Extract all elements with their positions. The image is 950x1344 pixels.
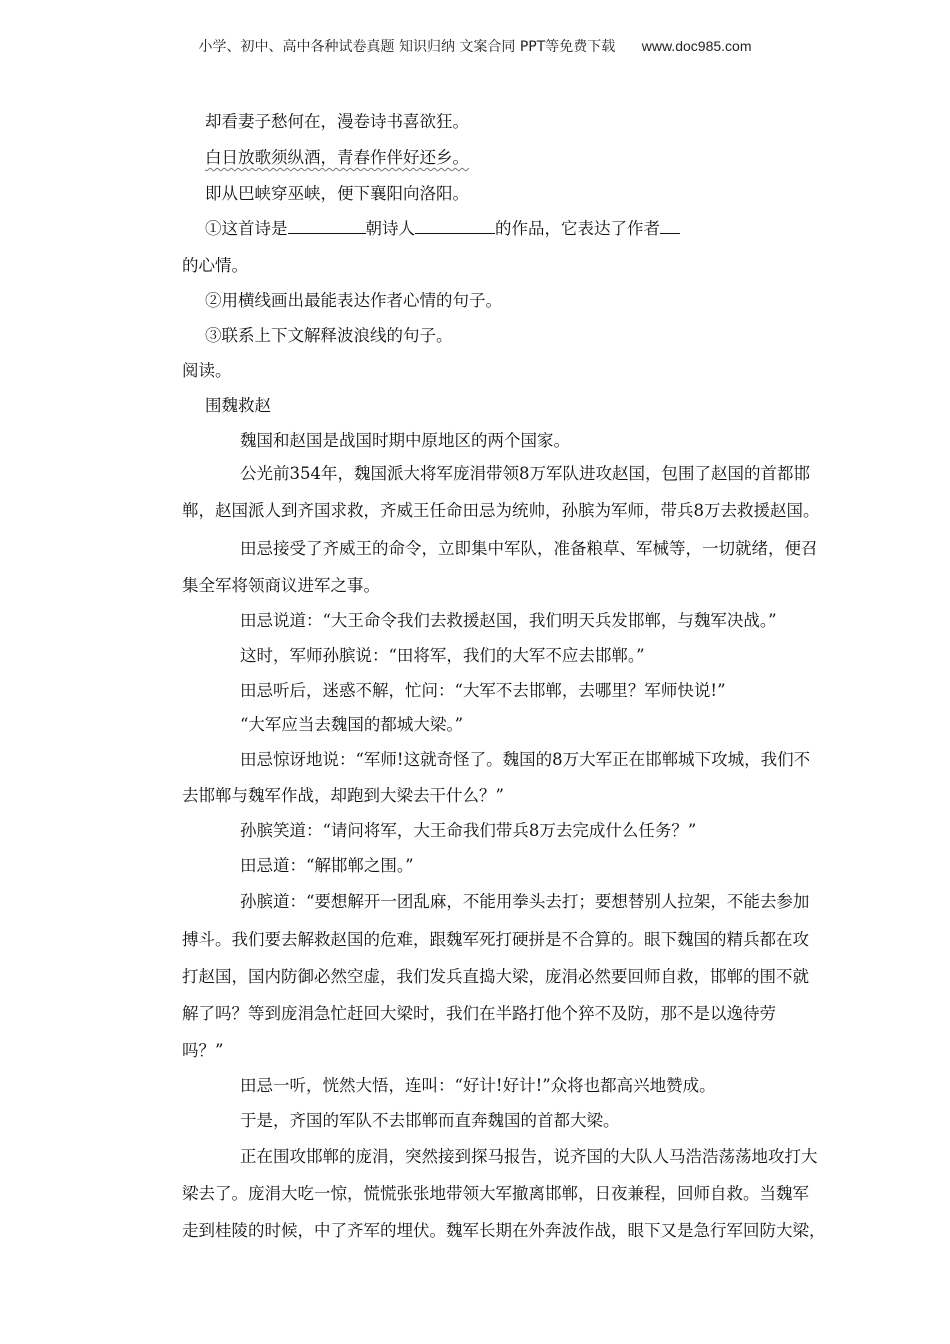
text-line: 郸，赵国派人到齐国求救，齐威王任命田忌为统帅，孙膑为军师，带兵8万去救援赵国。 [182,501,820,520]
text-line: 孙膑道：“要想解开一团乱麻，不能用拳头去打；要想替别人拉架，不能去参加 [240,892,810,911]
text-line: 集全军将领商议进军之事。 [182,576,380,595]
text-line: 解了吗？等到庞涓急忙赶回大梁时，我们在半路打他个猝不及防，那不是以逸待劳 [182,1004,776,1023]
header-url: www.doc985.com [641,38,752,54]
poem-line-1: 却看妻子愁何在，漫卷诗书喜欲狂。 [205,112,469,131]
answer-blank-poet[interactable] [415,219,495,234]
text-line: 田忌听后，迷惑不解，忙问：“大军不去邯郸，去哪里？军师快说!” [240,681,726,700]
text-line: 孙膑笑道：“请问将军，大王命我们带兵8万去完成什么任务？” [240,821,697,840]
text-line: 田忌说道：“大王命令我们去救援赵国，我们明天兵发邯郸，与魏军决战。” [240,611,777,630]
text-line: 于是，齐国的军队不去邯郸而直奔魏国的首都大梁。 [240,1111,620,1130]
poem-line-2 [205,147,469,169]
header-tagline: 小学、初中、高中各种试卷真题 知识归纳 文案合同 PPT等免费下载 [198,39,616,55]
text-line: 吗？” [182,1041,224,1060]
text-line: 魏国和赵国是战国时期中原地区的两个国家。 [240,431,570,450]
text-line: 走到桂陵的时候，中了齐军的埋伏。魏军长期在外奔波作战，眼下又是急行军回防大梁， [182,1221,826,1240]
text-line: “大军应当去魏国的都城大梁。” [240,715,464,734]
page-header [0,36,950,56]
question-1-part-b: 朝诗人 [365,219,415,238]
text-line: 公光前354年，魏国派大将军庞涓带领8万军队进攻赵国，包围了赵国的首都邯 [240,464,810,483]
question-1 [205,218,680,240]
answer-blank-dynasty[interactable] [288,219,366,234]
answer-blank-feeling[interactable] [660,219,680,234]
question-1-cont: 的心情。 [182,256,248,275]
reading-label: 阅读。 [182,361,232,380]
poem-line-3: 即从巴峡穿巫峡，便下襄阳向洛阳。 [205,184,469,203]
text-line: 打赵国，国内防御必然空虚，我们发兵直捣大梁，庞涓必然要回师自救，邯郸的围不就 [182,967,809,986]
question-2: ②用横线画出最能表达作者心情的句子。 [205,291,502,310]
reading-title: 围魏救赵 [205,396,271,415]
poem-line-2-wavy-text: 白日放歌须纵酒，青春作伴好还乡。 [205,148,469,167]
text-line: 搏斗。我们要去解救赵国的危难，跟魏军死打硬拼是不合算的。眼下魏国的精兵都在攻 [182,930,809,949]
text-line: 正在围攻邯郸的庞涓，突然接到探马报告，说齐国的大队人马浩浩荡荡地攻打大 [240,1147,818,1166]
text-line: 去邯郸与魏军作战，却跑到大梁去干什么？” [182,786,504,805]
question-1-part-a: ①这首诗是 [205,219,288,238]
text-line: 田忌接受了齐威王的命令，立即集中军队，准备粮草、军械等，一切就绪，便召 [240,539,818,558]
text-line: 田忌惊讶地说：“军师!这就奇怪了。魏国的8万大军正在邯郸城下攻城，我们不 [240,750,811,769]
text-line: 田忌道：“解邯郸之围。” [240,856,414,875]
text-line: 这时，军师孙膑说：“田将军，我们的大军不应去邯郸。” [240,646,645,665]
text-line: 田忌一听，恍然大悟，连叫：“好计!好计!”众将也都高兴地赞成。 [240,1076,716,1095]
text-line: 梁去了。庞涓大吃一惊，慌慌张张地带领大军撤离邯郸，日夜兼程，回师自救。当魏军 [182,1184,809,1203]
question-1-part-c: 的作品，它表达了作者 [495,219,660,238]
question-3: ③联系上下文解释波浪线的句子。 [205,326,453,345]
